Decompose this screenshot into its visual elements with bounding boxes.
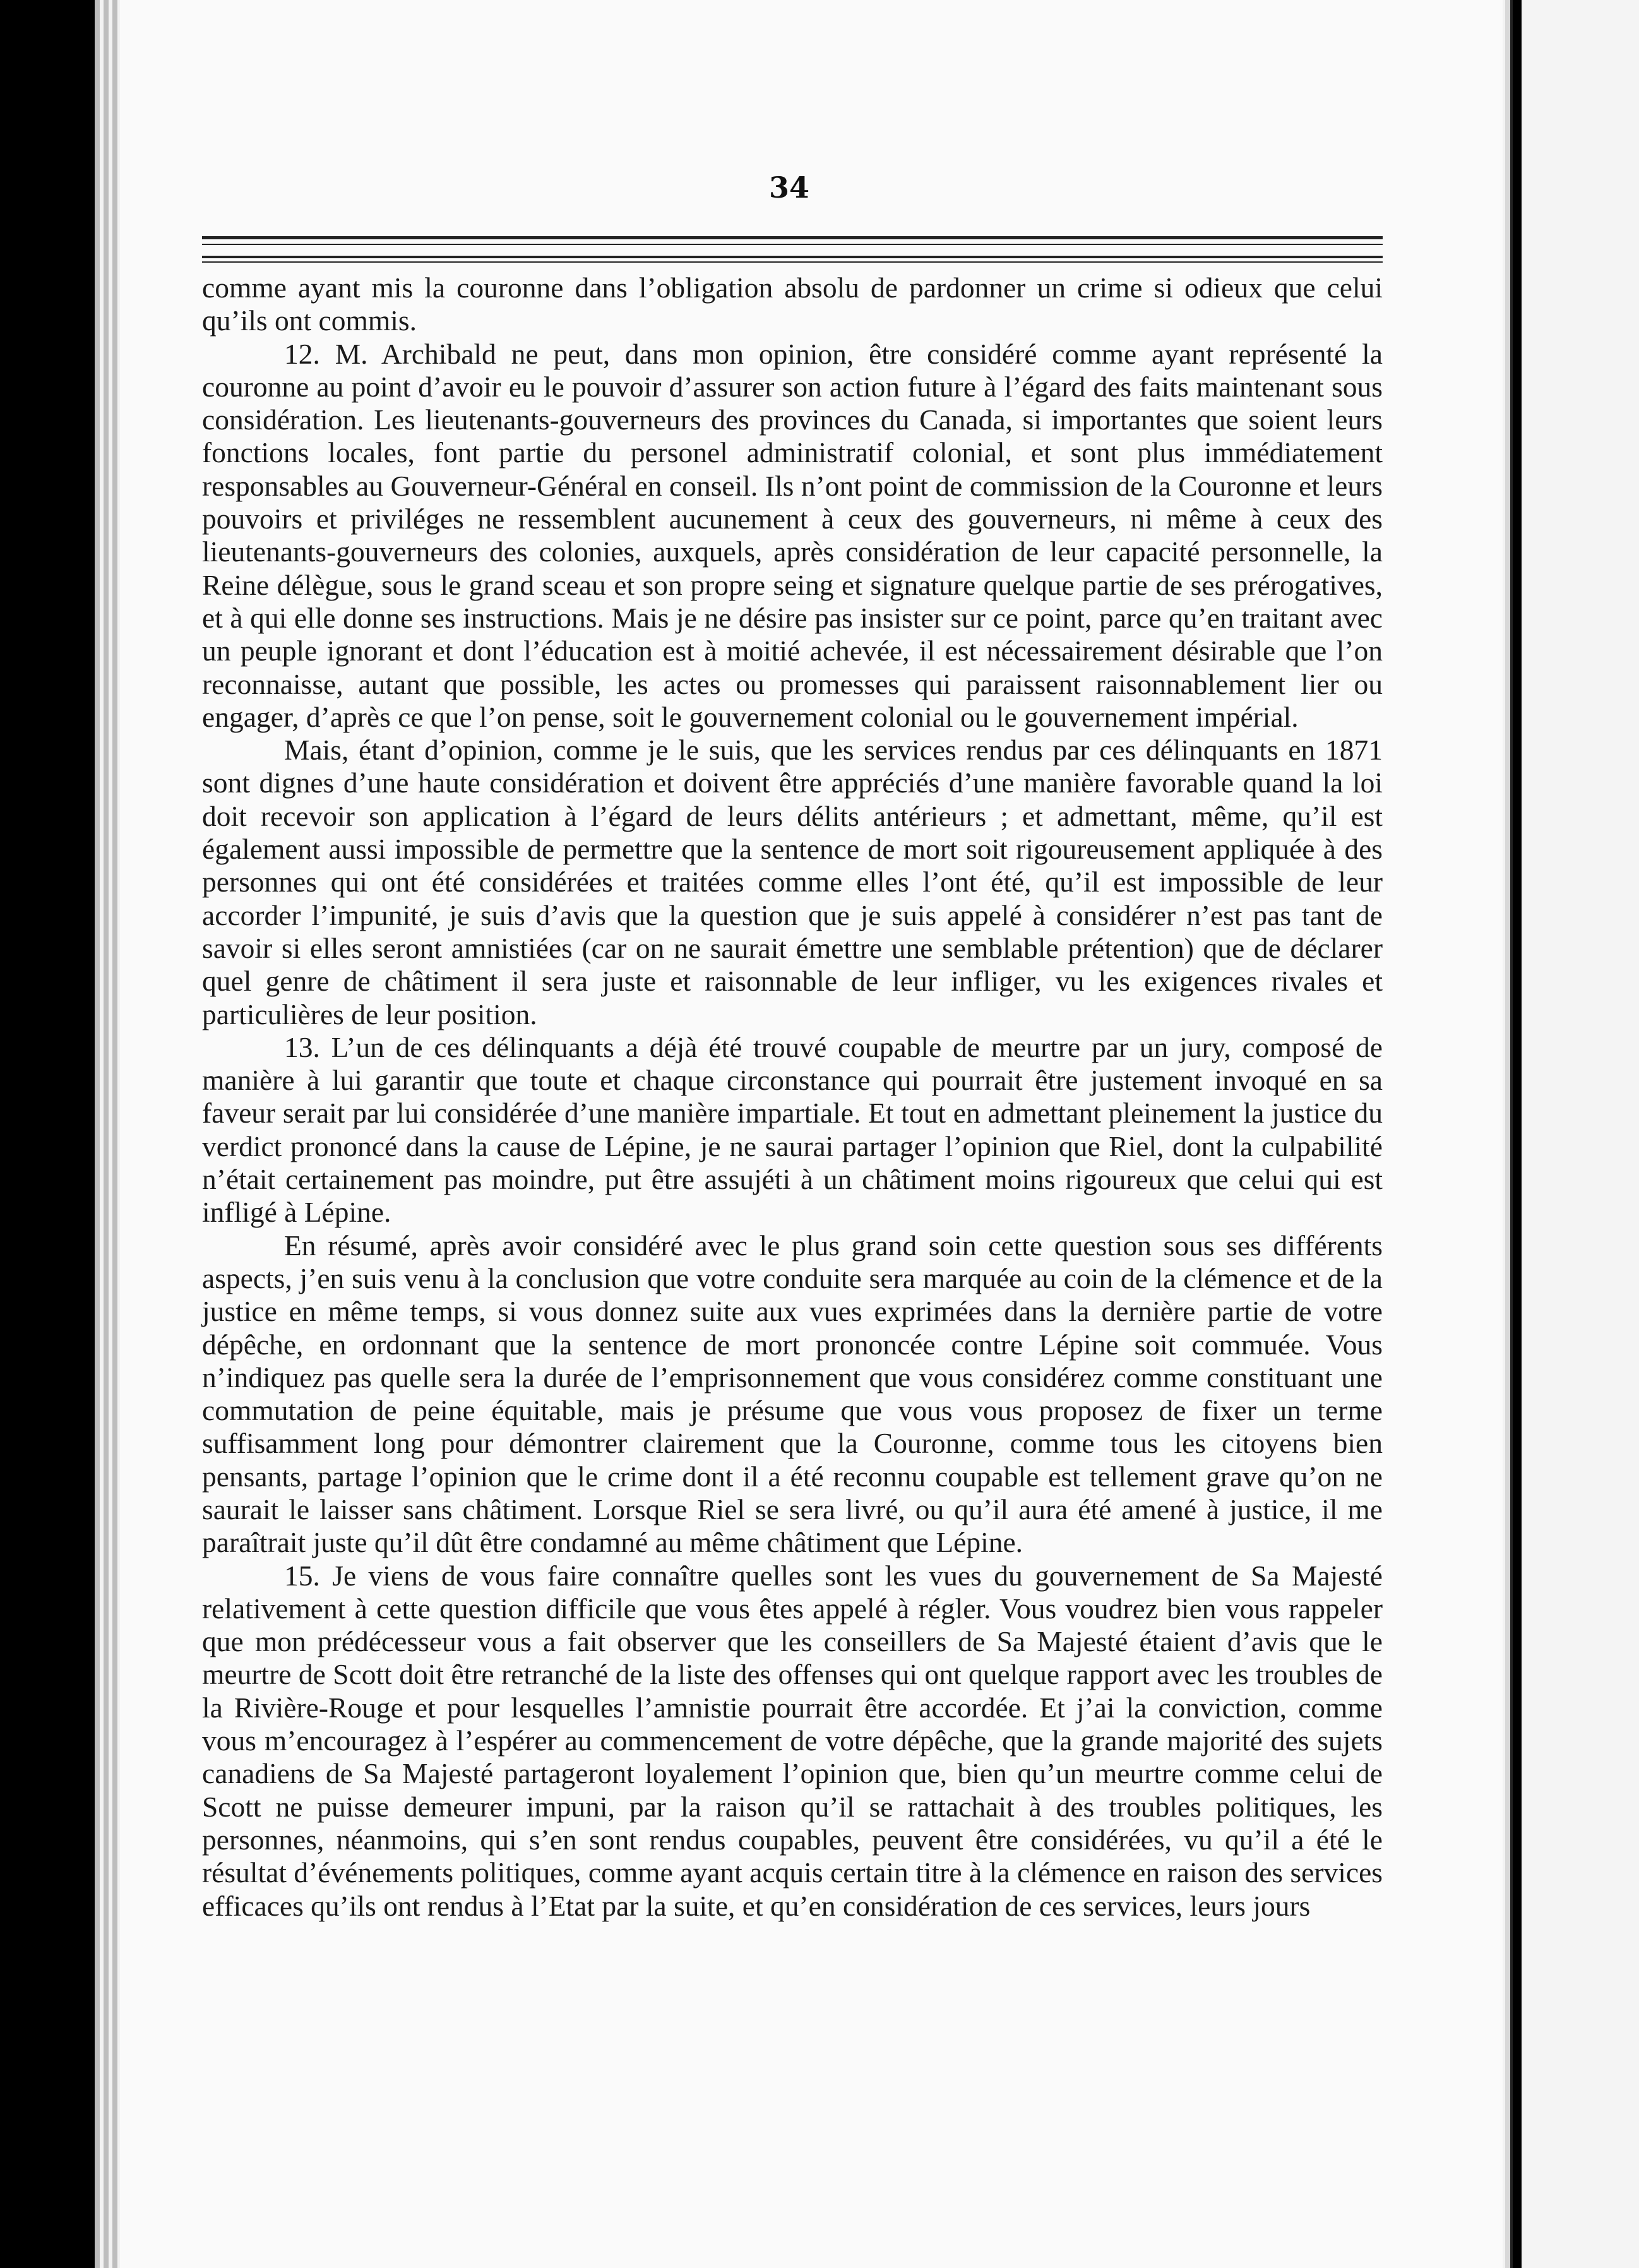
page-edge: [112, 0, 117, 2268]
scan-border-left: [0, 0, 95, 2268]
paragraph: 13. L’un de ces délinquants a déjà été trouvé coupable de meurtre par un jury, composé de manière à lui garantir que toute et chaque circonstance qui pourrait être justement invoqué en sa faveur serait par lui considérée d’une manière impartiale. Et tout en admettant pleinement la justice du verdict prononcé dans la cause de Lépine, je ne saurai partager l’opinion que Riel, dont la culpabilité n’était certainement pas moindre, put être assujéti à un châtiment moins rigoureux que celui qui est infligé à Lépine.: [202, 1030, 1383, 1229]
next-page-edge: [1522, 0, 1639, 2268]
body-text: [202, 272, 1383, 1923]
page-number: 34: [768, 170, 809, 205]
page-edge: [104, 0, 109, 2268]
header-rule: [202, 256, 1383, 258]
header-rule: [202, 236, 1383, 239]
paragraph: 12. M. Archibald ne peut, dans mon opinion, être considéré comme ayant représenté la couronne au point d’avoir eu le pouvoir d’assurer son action future à l’égard des faits maintenant sous considération. Les lieutenants-gouverneurs des provinces du Canada, si importantes que soient leurs fonctions locales, font partie du personel administratif colonial, et sont plus immédiatement responsables au Gouverneur-Général en conseil. Ils n’ont point de commission de la Couronne et leurs pouvoirs et priviléges ne ressemblent aucunement à ceux des gouverneurs, ni même à ceux des lieutenants-gouverneurs des colonies, auxquels, après considération de leur capacité personnelle, la Reine délègue, sous le grand sceau et son propre seing et signature quelque partie de ses prérogatives, et à qui elle donne ses instructions. Mais je ne désire pas insister sur ce point, parce qu’en traitant avec un peuple ignorant et dont l’éducation est à moitié achevée, il est nécessairement désirable que l’on reconnaisse, autant que possible, les actes ou promesses qui paraissent raisonnablement lier ou engager, d’après ce que l’on pense, soit le gouvernement colonial ou le gouvernement impérial.: [202, 337, 1383, 733]
paragraph: En résumé, après avoir considéré avec le plus grand soin cette question sous ses différents aspects, j’en suis venu à la conclusion que votre conduite sera marquée au coin de la clémence et de la justice en même temps, si vous donnez suite aux vues exprimées dans la dernière partie de votre dépêche, en ordonnant que la sentence de mort prononcée contre Lépine soit commuée. Vous n’indiquez pas quelle sera la durée de l’emprisonnement que vous considérez comme constituant une commutation de peine équitable, mais je présume que vous vous proposez de fixer un terme suffisamment long pour démontrer clairement que la Couronne, comme tous les citoyens bien pensants, partage l’opinion que le crime dont il a été reconnu coupable est tellement grave qu’on ne saurait le laisser sans châtiment. Lorsque Riel se sera livré, ou qu’il aura été amené à justice, il me paraîtrait juste qu’il dût être condamné au même châtiment que Lépine.: [202, 1229, 1383, 1559]
paragraph: Mais, étant d’opinion, comme je le suis, que les services rendus par ces délinquants en 1871 sont dignes d’une haute considération et doivent être appréciés d’une manière favorable quand la loi doit recevoir son application à l’égard de leurs délits antérieurs ; et admettant, même, qu’il est également aussi impossible de permettre que la sentence de mort soit rigoureusement appliquée à des personnes qui ont été considérées et traitées comme elles l’ont été, qu’il est impossible de leur accorder l’impunité, je suis d’avis que la question que je suis appelé à considérer n’est pas tant de savoir si elles seront amnistiées (car on ne saurait émettre une semblable prétention) que de déclarer quel genre de châtiment il sera juste et raisonnable de leur infliger, vu les exigences rivales et particulières de leur position.: [202, 734, 1383, 1030]
header-rule: [202, 261, 1383, 263]
page-edge: [1505, 0, 1510, 2268]
page-edge: [95, 0, 100, 2268]
paragraph: 15. Je viens de vous faire connaître quelles sont les vues du gouvernement de Sa Majesté relativement à cette question difficile que vous êtes appelé à régler. Vous voudrez bien vous rappeler que mon prédécesseur vous a fait observer que les conseillers de Sa Majesté étaient d’avis que le meurtre de Scott doit être retranché de la liste des offenses qui ont quelque rapport avec les troubles de la Rivière-Rouge et pour lesquelles l’amnistie pourrait être accordée. Et j’ai la conviction, comme vous m’encouragez à l’espérer au commencement de votre dépêche, que la grande majorité des sujets canadiens de Sa Majesté partageront loyalement l’opinion que, bien qu’un meurtre comme celui de Scott ne puisse demeurer impuni, par la raison qu’il se rattachait à des troubles politiques, les personnes, néanmoins, qui s’en sont rendus coupables, peuvent être considérées, vu qu’il a été le résultat d’événements politiques, comme ayant acquis certain titre à la clémence en raison des services efficaces qu’ils ont rendus à l’Etat par la suite, et qu’en considération de ces services, leurs jours: [202, 1559, 1383, 1922]
header-rule: [202, 244, 1383, 245]
paragraph: comme ayant mis la couronne dans l’obligation absolu de pardonner un crime si odieux que celui qu’ils ont commis.: [202, 272, 1383, 337]
